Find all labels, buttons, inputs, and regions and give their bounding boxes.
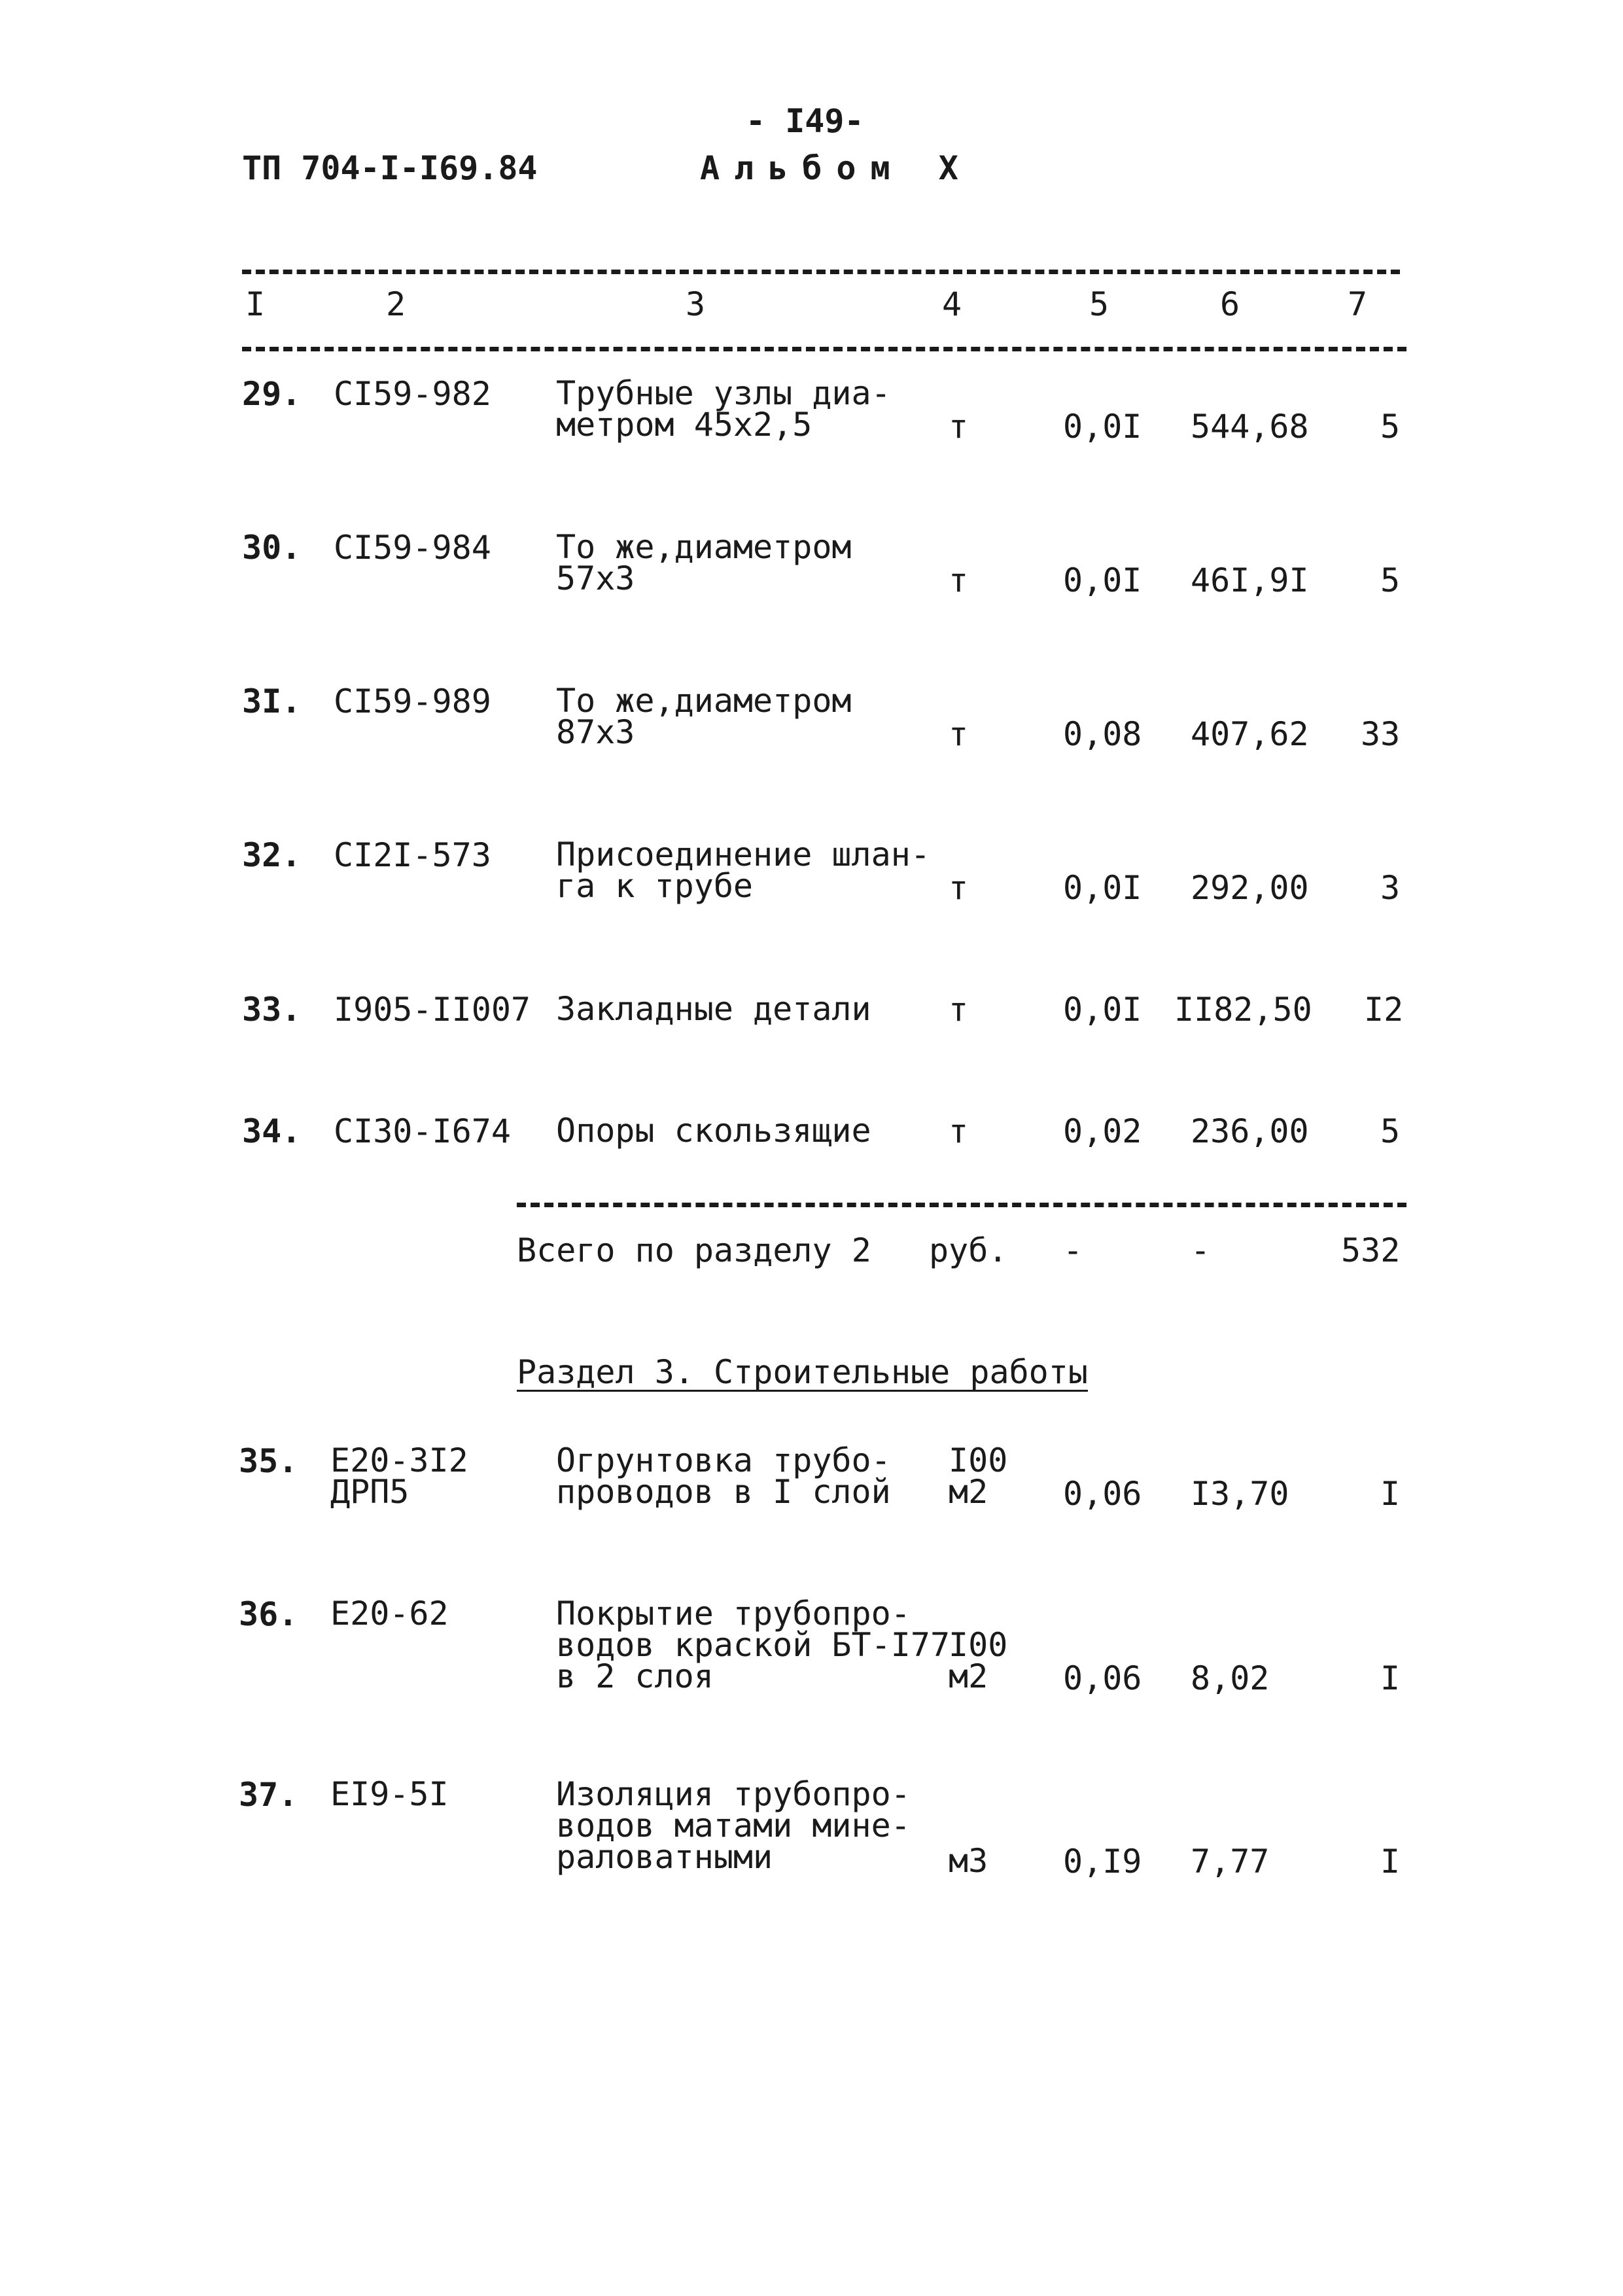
row-total: I	[1380, 1843, 1401, 1881]
row-name: Изоляция трубопро- водов матами мине- раловатными	[556, 1775, 911, 1876]
row-number: 34.	[242, 1112, 302, 1150]
row-name: Трубные узлы диа- метром 45х2,5	[556, 374, 891, 444]
row-code: Е20-62	[330, 1595, 449, 1633]
subtotal-total: 532	[1341, 1231, 1401, 1269]
header-bottom-rule	[242, 347, 1406, 351]
row-qty: 0,0I	[1063, 869, 1142, 907]
row-unit: м3	[949, 1842, 988, 1880]
row-total: 33	[1361, 715, 1401, 753]
row-total: 5	[1380, 1112, 1401, 1150]
row-number: 30.	[242, 529, 302, 567]
page-number: - I49-	[746, 102, 864, 140]
section-title: Раздел 3. Строительные работы	[517, 1353, 1088, 1391]
row-price: 7,77	[1191, 1843, 1270, 1881]
subtotal-label: Всего по разделу 2	[517, 1231, 871, 1269]
column-header-1: I	[245, 285, 266, 323]
row-qty: 0,06	[1063, 1475, 1142, 1513]
row-name: То же,диаметром 57х3	[556, 528, 852, 597]
row-qty: 0,0I	[1063, 561, 1142, 599]
row-total: 5	[1380, 561, 1401, 599]
subtotal-rule	[517, 1203, 1406, 1207]
row-qty: 0,I9	[1063, 1843, 1142, 1881]
row-name: Закладные детали	[556, 990, 871, 1028]
subtotal-price: -	[1191, 1231, 1211, 1269]
row-total: I	[1380, 1475, 1401, 1513]
row-name: Опоры скользящие	[556, 1112, 871, 1150]
row-price: 292,00	[1191, 869, 1309, 907]
row-name: Покрытие трубопро- водов краской БТ-I77 в 2 слоя	[556, 1595, 951, 1695]
row-code: I905-II007	[334, 991, 531, 1029]
row-code: CI30-I674	[334, 1112, 511, 1150]
row-unit: т	[949, 408, 969, 446]
row-number: 37.	[239, 1776, 298, 1814]
column-header-2: 2	[386, 285, 406, 323]
row-code: CI59-989	[334, 682, 491, 720]
row-code: CI2I-573	[334, 836, 491, 874]
row-name: Огрунтовка трубо- проводов в I слой	[556, 1441, 891, 1511]
row-price: I3,70	[1191, 1475, 1289, 1513]
row-number: 36.	[239, 1595, 298, 1633]
row-unit: т	[949, 869, 969, 907]
row-price: 8,02	[1191, 1659, 1270, 1697]
row-total: 3	[1380, 869, 1401, 907]
row-price: 236,00	[1191, 1112, 1309, 1150]
row-number: 35.	[239, 1442, 298, 1480]
row-qty: 0,0I	[1063, 991, 1142, 1029]
subtotal-qty: -	[1063, 1231, 1083, 1269]
row-number: 33.	[242, 991, 302, 1029]
album-title: Альбом X	[700, 149, 973, 187]
row-qty: 0,08	[1063, 715, 1142, 753]
row-qty: 0,06	[1063, 1659, 1142, 1697]
row-code: Е20-3I2 ДРП5	[330, 1441, 468, 1511]
row-name: Присоединение шлан- га к трубе	[556, 836, 930, 905]
table-top-rule	[242, 270, 1400, 274]
row-unit: I00 м2	[949, 1441, 1008, 1511]
row-total: I	[1380, 1659, 1401, 1697]
row-code: CI59-984	[334, 529, 491, 567]
row-number: 29.	[242, 375, 302, 413]
document-code: ТП 704-I-I69.84	[242, 149, 538, 187]
column-header-5: 5	[1089, 285, 1109, 323]
row-unit: т	[949, 1112, 969, 1150]
row-qty: 0,02	[1063, 1112, 1142, 1150]
row-number: 32.	[242, 836, 302, 874]
subtotal-unit: руб.	[929, 1231, 1008, 1269]
row-number: 3I.	[242, 682, 302, 720]
row-unit: т	[949, 991, 969, 1029]
row-total: 5	[1380, 408, 1401, 446]
row-name: То же,диаметром 87х3	[556, 682, 852, 751]
row-unit: т	[949, 561, 969, 599]
column-header-3: 3	[686, 285, 706, 323]
row-code: CI59-982	[334, 375, 491, 413]
row-total: I2	[1364, 991, 1404, 1029]
row-code: ЕI9-5I	[330, 1775, 449, 1813]
row-unit: I00 м2	[949, 1626, 1008, 1695]
row-price: II82,50	[1174, 991, 1312, 1029]
row-price: 407,62	[1191, 715, 1309, 753]
row-price: 46I,9I	[1191, 561, 1309, 599]
column-header-4: 4	[942, 285, 962, 323]
row-price: 544,68	[1191, 408, 1309, 446]
row-qty: 0,0I	[1063, 408, 1142, 446]
row-unit: т	[949, 715, 969, 753]
column-header-7: 7	[1348, 285, 1368, 323]
column-header-6: 6	[1220, 285, 1240, 323]
